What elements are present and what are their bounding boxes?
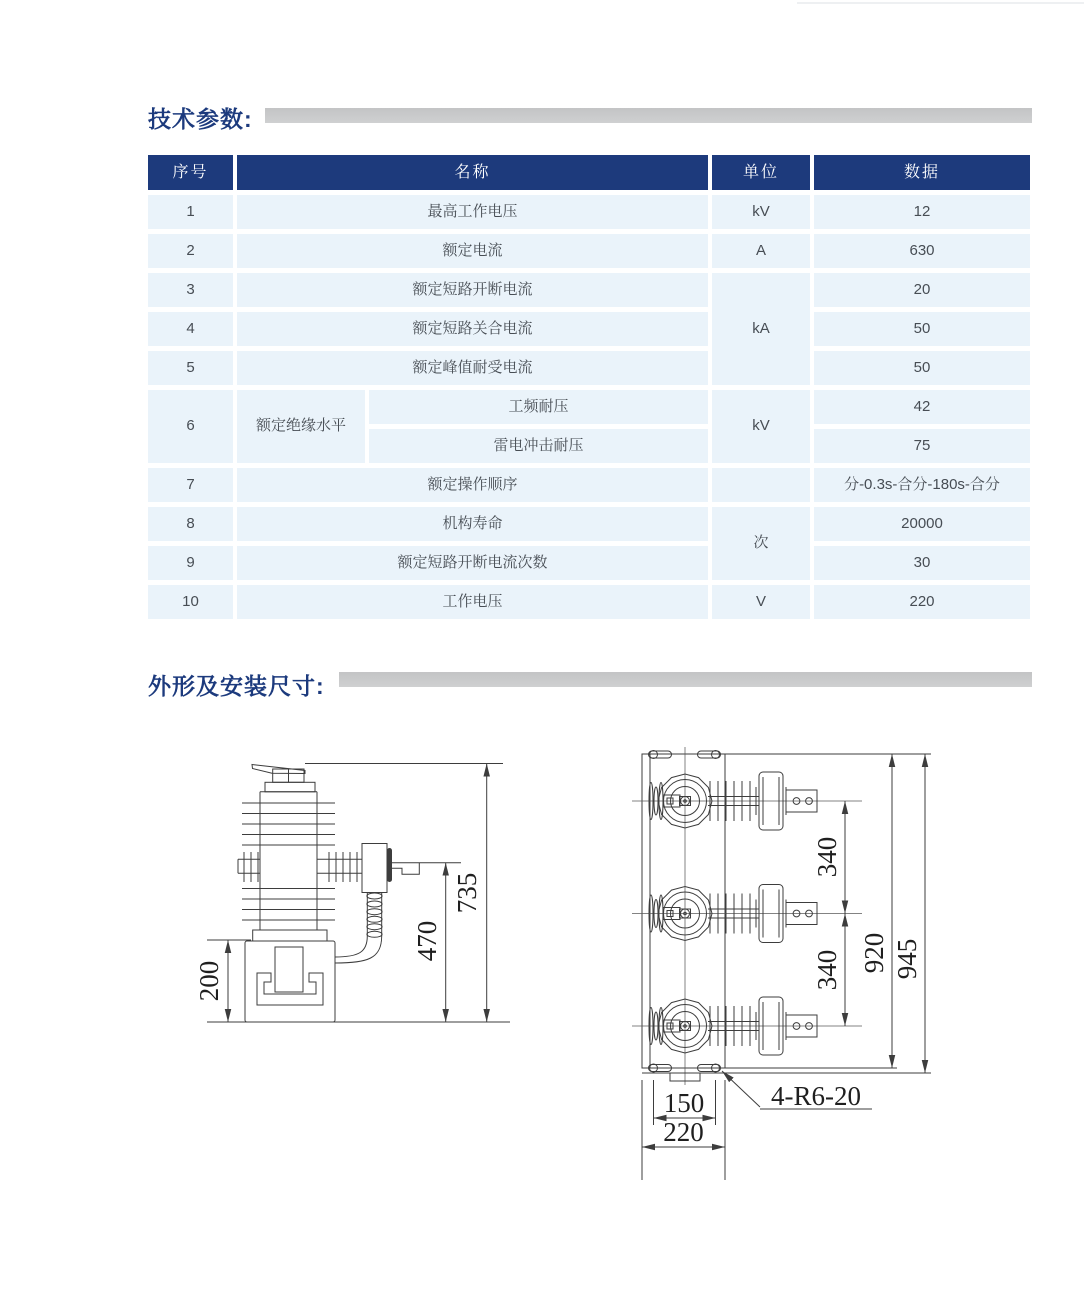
- row-subname: 工频耐压: [369, 390, 708, 424]
- dim-phase-gap-2: 340: [812, 949, 842, 991]
- channel-bracket: [257, 973, 323, 1005]
- slot-note: 4-R6-20: [771, 1081, 861, 1111]
- row-no: 2: [148, 234, 233, 268]
- row-no: 3: [148, 273, 233, 307]
- row-data: 220: [814, 585, 1030, 619]
- row-name: 额定操作顺序: [237, 468, 708, 502]
- row-no: 9: [148, 546, 233, 580]
- dim-base-width: 220: [663, 1117, 704, 1147]
- row-data: 630: [814, 234, 1030, 268]
- row-no: 7: [148, 468, 233, 502]
- row-unit-merged-kv: kV: [712, 390, 810, 463]
- parameters-table: [148, 155, 1030, 619]
- section-bar-parameters: [265, 108, 1032, 123]
- pole-unit-b: [632, 885, 862, 943]
- row-no: 5: [148, 351, 233, 385]
- row-subname: 雷电冲击耐压: [369, 429, 708, 463]
- row-data: 42: [814, 390, 1030, 424]
- mechanism-box: [362, 844, 387, 893]
- row-data: 30: [814, 546, 1030, 580]
- row-name: 最高工作电压: [237, 195, 708, 229]
- row-data: 12: [814, 195, 1030, 229]
- section-bar-dimensions: [339, 672, 1032, 687]
- row-no: 1: [148, 195, 233, 229]
- left-bushing: [238, 852, 260, 882]
- page-edge-line: [797, 2, 1084, 4]
- dim-phase-gap-1: 340: [812, 836, 842, 878]
- base-box: [245, 941, 335, 1022]
- section-title-dimensions: 外形及安装尺寸:: [148, 673, 325, 699]
- row-unit: A: [712, 234, 810, 268]
- row-data: 分-0.3s-合分-180s-合分: [814, 468, 1030, 502]
- row-unit-merged-ka: kA: [712, 273, 810, 385]
- row-name: 额定短路关合电流: [237, 312, 708, 346]
- upper-fins: [242, 803, 335, 845]
- row-name: 额定短路开断电流: [237, 273, 708, 307]
- dim-bushing-height: 470: [412, 920, 442, 962]
- row-data: 20000: [814, 507, 1030, 541]
- lower-fins: [242, 889, 335, 921]
- col-header-name: 名称: [237, 155, 708, 190]
- section-title-parameters: 技术参数:: [148, 106, 253, 132]
- col-header-no: 序号: [148, 155, 233, 190]
- row-name: 机构寿命: [237, 507, 708, 541]
- pole-unit-a: [632, 772, 862, 830]
- coiled-cable: [335, 893, 382, 964]
- row-unit-merged-ci: 次: [712, 507, 810, 580]
- dim-base-height: 200: [194, 960, 224, 1002]
- row-data: 50: [814, 351, 1030, 385]
- row-name: 额定短路开断电流次数: [237, 546, 708, 580]
- dim-outer-height: 945: [892, 938, 922, 980]
- col-header-data: 数据: [814, 155, 1030, 190]
- row-name: 额定峰值耐受电流: [237, 351, 708, 385]
- row-data: 75: [814, 429, 1030, 463]
- top-view-drawing: [610, 735, 980, 1185]
- row-unit: kV: [712, 195, 810, 229]
- pole-unit-c: [632, 997, 862, 1055]
- latch: [387, 848, 392, 882]
- dim-total-height: 735: [452, 872, 482, 914]
- row-unit: [712, 468, 810, 502]
- row-no: 10: [148, 585, 233, 619]
- terminal-bracket: [392, 863, 419, 875]
- base-flange: [253, 930, 327, 941]
- row-name: 工作电压: [237, 585, 708, 619]
- dim-slot-span: 150: [663, 1088, 705, 1118]
- col-header-unit: 单位: [712, 155, 810, 190]
- row-no: 8: [148, 507, 233, 541]
- row-no: 4: [148, 312, 233, 346]
- dim-inner-height: 920: [859, 932, 889, 974]
- row-data: 50: [814, 312, 1030, 346]
- row-name: 额定电流: [237, 234, 708, 268]
- row-unit: V: [712, 585, 810, 619]
- row-group-insulation-level: 额定绝缘水平: [237, 390, 365, 463]
- right-bushing: [317, 852, 362, 882]
- side-view-drawing: [185, 740, 545, 1070]
- row-no: 6: [148, 390, 233, 463]
- row-data: 20: [814, 273, 1030, 307]
